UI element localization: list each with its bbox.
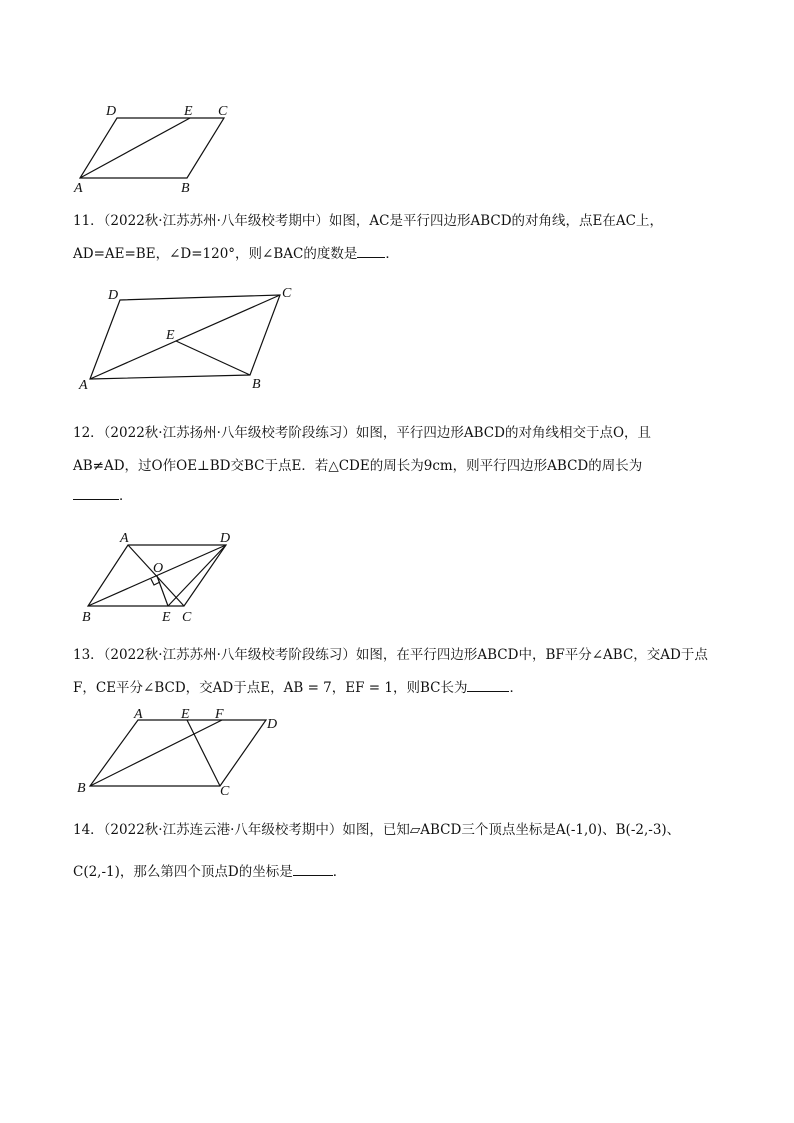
question-13-line-1: 13．（2022秋·江苏苏州·八年级校考阶段练习）如图，在平行四边形ABCD中，BF平分∠ABC，交AD于点: [73, 647, 708, 663]
label-b: B: [77, 781, 86, 796]
label-b: B: [252, 377, 261, 392]
bisector-bf: [90, 720, 222, 786]
question-11-line-2: [73, 242, 399, 262]
label-e: E: [166, 328, 175, 343]
label-e: E: [181, 707, 190, 722]
answer-blank[interactable]: [293, 861, 333, 876]
label-c: C: [182, 610, 192, 625]
question-14-line-1: 14．（2022秋·江苏连云港·八年级校考期中）如图，已知▱ABCD三个顶点坐标是A(-1,0)、B(-2,-3)、: [73, 822, 681, 838]
label-b: B: [181, 181, 190, 195]
question-14-line-2: [73, 860, 346, 880]
label-e: E: [184, 104, 193, 119]
question-11-end: ．: [385, 246, 399, 262]
label-e: E: [162, 610, 171, 625]
label-d: D: [267, 717, 278, 732]
label-d: D: [220, 531, 231, 546]
label-a: A: [79, 378, 88, 393]
figure-parallelogram-q12: [78, 528, 248, 628]
label-d: D: [106, 104, 117, 119]
label-f: F: [215, 707, 224, 722]
label-b: B: [82, 610, 91, 625]
parallelogram-abcd: [80, 118, 224, 178]
label-c: C: [282, 286, 292, 301]
label-c: C: [218, 104, 228, 119]
question-14-end: ．: [332, 864, 347, 880]
question-11-text: AD=AE=BE，∠D=120°，则∠BAC的度数是: [73, 246, 358, 262]
question-12-line-3: [73, 484, 133, 504]
segment-de: [168, 545, 226, 606]
answer-blank[interactable]: [467, 677, 509, 692]
question-13-line-2: [73, 676, 523, 696]
question-12-line-1: 12．（2022秋·江苏扬州·八年级校考阶段练习）如图，平行四边形ABCD的对角线相交于点O，且: [73, 425, 652, 441]
figure-parallelogram-q11: [72, 283, 312, 395]
question-12-line-2: AB≠AD，过O作OE⊥BD交BC于点E．若△CDE的周长为9cm，则平行四边形ABCD的周长为: [73, 458, 643, 474]
segment-eb: [176, 341, 250, 375]
label-a: A: [74, 181, 83, 195]
parallelogram-abcd: [90, 720, 266, 786]
diagonal-ac: [90, 295, 280, 379]
figure-parallelogram-q13: [72, 706, 292, 801]
question-14-text: C(2,-1)，那么第四个顶点D的坐标是: [73, 864, 293, 880]
label-a: A: [120, 531, 129, 546]
figure-parallelogram-q10: [70, 100, 250, 195]
label-c: C: [220, 784, 230, 799]
question-13-end: ．: [509, 680, 523, 696]
question-13-text: F，CE平分∠BCD，交AD于点E，AB = 7，EF = 1，则BC长为: [73, 680, 468, 696]
segment-oe: [157, 576, 168, 606]
label-a: A: [134, 707, 143, 722]
question-11-line-1: 11．（2022秋·江苏苏州·八年级校考期中）如图，AC是平行四边形ABCD的对角线，点E在AC上，: [73, 213, 663, 229]
label-d: D: [108, 288, 119, 303]
question-12-end: ．: [119, 488, 133, 504]
label-o: O: [153, 561, 164, 576]
answer-blank[interactable]: [357, 243, 385, 258]
answer-blank[interactable]: [73, 485, 119, 500]
segment-ae: [80, 118, 190, 178]
